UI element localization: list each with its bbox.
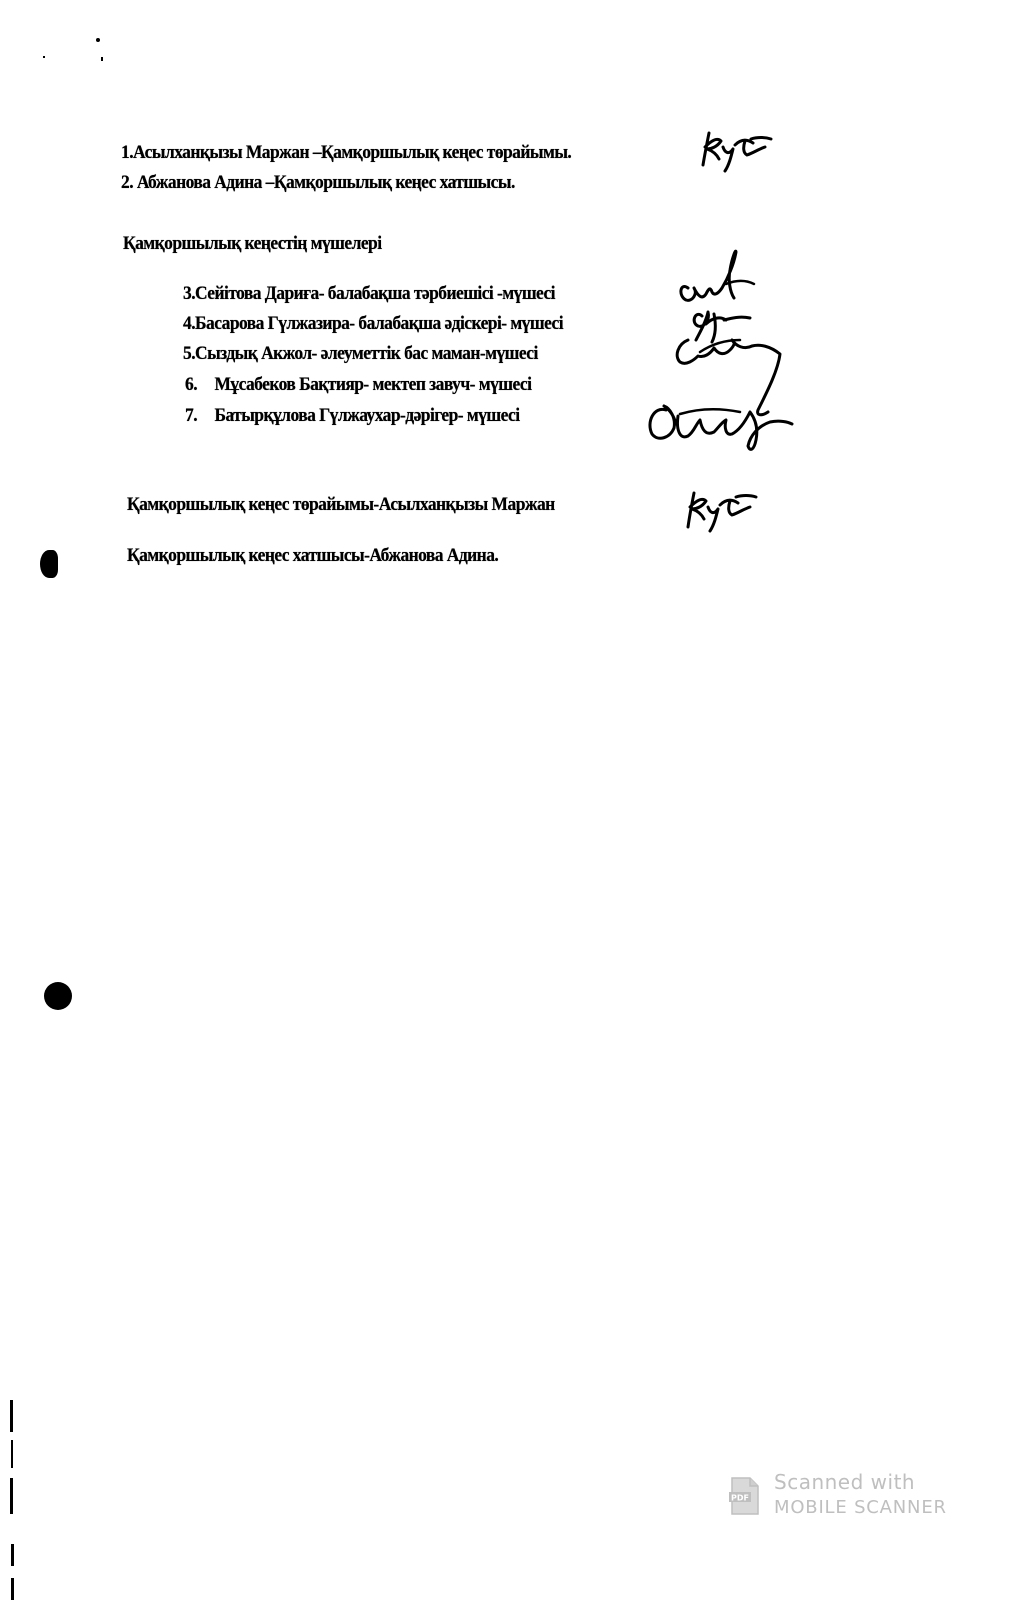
- chair-signature-top: [695, 125, 780, 175]
- member-number: 3.: [183, 283, 196, 304]
- member-item: [185, 405, 520, 427]
- member-signatures: [640, 240, 800, 455]
- member-text: Сейітова Дариға- балабақша тәрбиешісі -мүшесі: [195, 283, 555, 304]
- punch-hole-mark: [44, 982, 72, 1010]
- scanner-watermark: [728, 1470, 958, 1530]
- signoff-chair-line: Қамқоршылық кеңес төрайымы-Асылханқызы Маржан: [127, 494, 555, 515]
- scan-speck: [43, 56, 45, 58]
- watermark-line-1: Scanned with: [774, 1470, 916, 1494]
- scan-speck: [96, 38, 100, 42]
- members-heading: Қамқоршылық кеңестің мүшелері: [123, 233, 382, 254]
- member-number: 7.: [185, 405, 198, 426]
- member-number: 6.: [185, 374, 198, 395]
- member-number: 4.: [183, 313, 196, 334]
- scan-edge-mark: [11, 1544, 14, 1566]
- officer-secretary-line: 2. Абжанова Адина –Қамқоршылық кеңес хатшысы.: [121, 172, 515, 193]
- member-item: [183, 313, 563, 335]
- member-text: Батырқұлова Гүлжаухар-дәрігер- мүшесі: [214, 405, 520, 426]
- officer-chair-line: 1.Асылханқызы Маржан –Қамқоршылық кеңес төрайымы.: [121, 142, 572, 163]
- member-text: Сыздық Акжол- әлеуметтік бас маман-мүшесі: [195, 343, 538, 364]
- member-text: Мұсабеков Бақтияр- мектеп завуч- мүшесі: [214, 374, 532, 395]
- signoff-secretary-line: Қамқоршылық кеңес хатшысы-Абжанова Адина.: [127, 545, 499, 566]
- scan-edge-mark: [10, 1478, 13, 1514]
- member-item: [183, 283, 555, 305]
- punch-hole-mark: [40, 550, 58, 578]
- pdf-icon: [728, 1476, 762, 1518]
- member-number: 5.: [183, 343, 196, 364]
- scan-edge-mark: [11, 1440, 13, 1468]
- member-text: Басарова Гүлжазира- балабақша әдіскері- мүшесі: [195, 313, 564, 334]
- scan-edge-mark: [11, 1578, 14, 1600]
- scan-edge-mark: [10, 1400, 13, 1432]
- scan-speck: [101, 57, 103, 61]
- member-item: [185, 374, 531, 396]
- svg-text:PDF: PDF: [731, 1493, 749, 1503]
- chair-signature-bottom: [680, 485, 765, 535]
- member-item: [183, 343, 538, 365]
- watermark-line-2: MOBILE SCANNER: [774, 1497, 947, 1518]
